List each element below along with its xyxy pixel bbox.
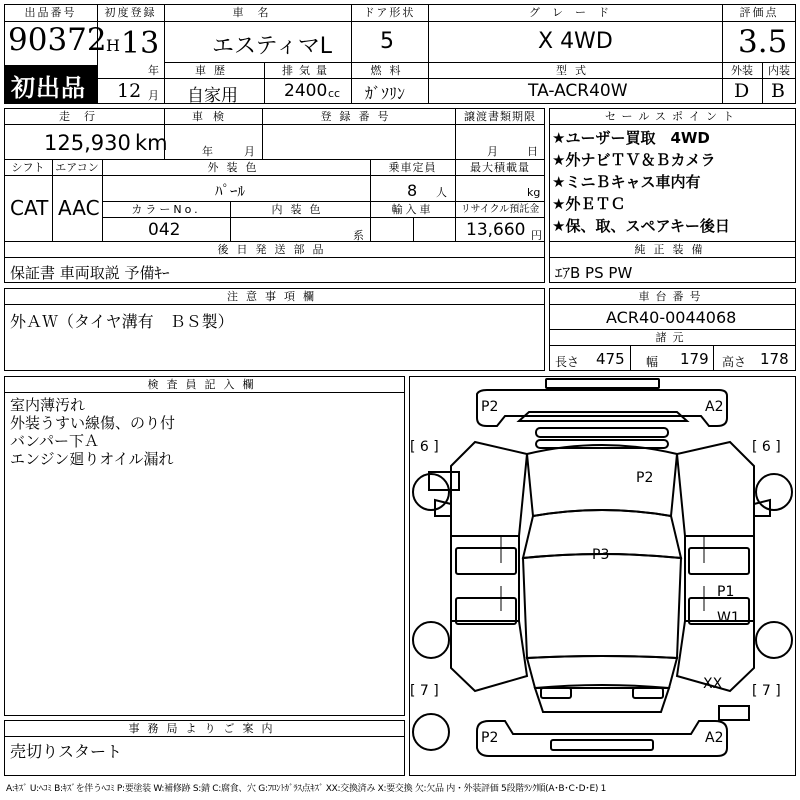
door-count: 5 xyxy=(380,29,394,54)
inspector-line: 室内薄汚れ xyxy=(10,396,86,414)
capacity-label: 乗車定員 xyxy=(388,161,437,174)
import-label: 輸入車 xyxy=(391,203,434,216)
lot-label: 出品番号 xyxy=(24,6,77,19)
aircon-label: エアコン xyxy=(55,161,99,174)
inspector-line: エンジン廻りオイル漏れ xyxy=(10,450,174,468)
interior-label: 内装 xyxy=(768,64,790,77)
length-label: 長さ xyxy=(555,355,580,369)
transfer-month-unit: 月 xyxy=(487,145,498,158)
transfer-deadline-label: 譲渡書類期限 xyxy=(464,110,536,123)
first-registration-label: 初度登録 xyxy=(104,6,157,19)
office-text: 売切りスタート xyxy=(10,742,123,761)
interior-color-label: 内装色 xyxy=(271,203,329,216)
damage-rear-quarter: XX xyxy=(703,676,723,692)
genuine-equipment: ｴｱB PS PW xyxy=(555,264,633,282)
aircon: AAC xyxy=(58,196,100,220)
later-parts: 保証書 車両取説 予備ｷｰ xyxy=(10,264,170,282)
registration-month: 12 xyxy=(117,80,142,102)
capacity: 8 xyxy=(407,181,418,200)
tire-front-right: [ 6 ] xyxy=(752,439,781,455)
interior-color-unit: 系 xyxy=(353,229,364,242)
displacement-label: 排気量 xyxy=(282,64,333,77)
exterior-color: ﾊﾟｰﾙ xyxy=(215,182,246,200)
notes-label: 注意事項欄 xyxy=(227,290,322,303)
length: 475 xyxy=(596,350,625,368)
damage-hood: P2 xyxy=(636,470,654,486)
plate-number-label: 登録番号 xyxy=(320,110,397,123)
transfer-day-unit: 日 xyxy=(527,145,538,158)
history: 自家用 xyxy=(187,86,238,106)
grade-label: グレード xyxy=(529,6,621,19)
year-unit: 年 xyxy=(148,64,159,77)
score: 3.5 xyxy=(738,24,788,60)
inspection-label: 車検 xyxy=(192,110,234,123)
sales-point: ★外ＥＴＣ xyxy=(552,195,626,213)
height-label: 高さ xyxy=(722,355,747,369)
capacity-unit: 人 xyxy=(436,186,447,199)
history-label: 車歴 xyxy=(195,64,233,77)
inspection-year-unit: 年 xyxy=(202,145,213,158)
score-label: 評価点 xyxy=(739,6,779,19)
inspector-line: バンパー下Ａ xyxy=(10,432,99,450)
specs-label: 諸元 xyxy=(655,331,690,344)
model-code: TA-ACR40W xyxy=(528,81,628,101)
mileage: 125,930 xyxy=(44,131,131,155)
car-name-label: 車名 xyxy=(232,6,283,19)
inspector-line: 外装うすい線傷、のり付 xyxy=(10,414,176,432)
model-label: 型式 xyxy=(556,64,594,77)
recycle-fee: 13,660 xyxy=(466,220,526,240)
lot-number: 90372 xyxy=(8,22,107,58)
tire-front-left: [ 6 ] xyxy=(410,439,439,455)
mileage-label: 走行 xyxy=(59,110,109,123)
sales-point: ★ユーザー買取 4WD xyxy=(552,129,710,147)
fuel-label: 燃料 xyxy=(370,64,409,77)
damage-front-left: P2 xyxy=(481,399,499,415)
exterior-grade: D xyxy=(734,80,750,102)
office-label: 事務局よりご案内 xyxy=(128,722,281,735)
first-listing-label: 初出品 xyxy=(11,74,86,102)
height: 178 xyxy=(760,350,789,368)
sales-point: ★保、取、スペアキー後日 xyxy=(552,217,730,235)
recycle-label: リサイクル預託金 xyxy=(460,204,540,215)
shift-label: シフト xyxy=(11,161,45,174)
damage-front-right: A2 xyxy=(705,399,724,415)
recycle-unit: 円 xyxy=(531,229,542,242)
sales-point: ★ミニＢキャス車内有 xyxy=(552,173,701,191)
damage-rear-right: A2 xyxy=(705,730,724,746)
damage-right-door-1: P1 xyxy=(717,584,735,600)
tire-rear-right: [ 7 ] xyxy=(752,683,781,699)
color-number: 042 xyxy=(148,220,181,240)
width-label: 幅 xyxy=(646,355,659,369)
damage-legend: A:ｷｽﾞ U:ﾍｺﾐ B:ｷｽﾞを伴うﾍｺﾐ P:要塗装 W:補修跡 S:錆 C:腐食、穴 G:ﾌﾛﾝﾄｶﾞﾗｽ点ｷｽﾞ XX:交換済み X:要交換 欠:欠品 内・外装評価 5段階ﾗﾝｸ順(A･B･C･D･E) 1 xyxy=(6,784,607,794)
max-load-label: 最大積載量 xyxy=(470,161,530,174)
month-unit: 月 xyxy=(148,89,159,102)
damage-roof: P3 xyxy=(592,547,610,563)
car-outline-diagram xyxy=(409,376,796,776)
max-load-unit: kg xyxy=(527,186,541,199)
color-number-label: カラーNo. xyxy=(131,203,201,216)
sales-point: ★外ナビＴＶ＆Ｂカメラ xyxy=(552,151,716,169)
notes-text: 外ＡＷ（タイヤ溝有 ＢＳ製） xyxy=(10,312,234,331)
displacement-unit: cc xyxy=(328,87,341,100)
sales-points-label: セールスポイント xyxy=(604,110,740,123)
era: H xyxy=(106,36,120,55)
damage-rear-left: P2 xyxy=(481,730,499,746)
interior-grade: B xyxy=(771,80,785,102)
mileage-unit: km xyxy=(135,131,168,155)
chassis-label: 車台番号 xyxy=(638,290,707,303)
width: 179 xyxy=(680,350,709,368)
chassis-number: ACR40-0044068 xyxy=(606,308,737,327)
grade: X 4WD xyxy=(538,29,613,54)
displacement: 2400 xyxy=(284,81,328,101)
exterior-label: 外装 xyxy=(731,64,753,77)
later-parts-label: 後日発送部品 xyxy=(217,243,332,256)
damage-right-door-2: W1 xyxy=(717,610,740,626)
door-type-label: ドア形状 xyxy=(363,6,416,19)
inspector-label: 検査員記入欄 xyxy=(147,378,262,391)
car-name: エスティマL xyxy=(212,34,333,59)
genuine-equipment-label: 純正装備 xyxy=(634,243,711,256)
fuel: ｶﾞｿﾘﾝ xyxy=(365,84,406,103)
exterior-color-label: 外装色 xyxy=(207,161,265,174)
tire-rear-left: [ 7 ] xyxy=(410,683,439,699)
registration-year: 13 xyxy=(121,26,160,61)
inspection-month-unit: 月 xyxy=(244,145,255,158)
shift: CAT xyxy=(10,196,49,220)
